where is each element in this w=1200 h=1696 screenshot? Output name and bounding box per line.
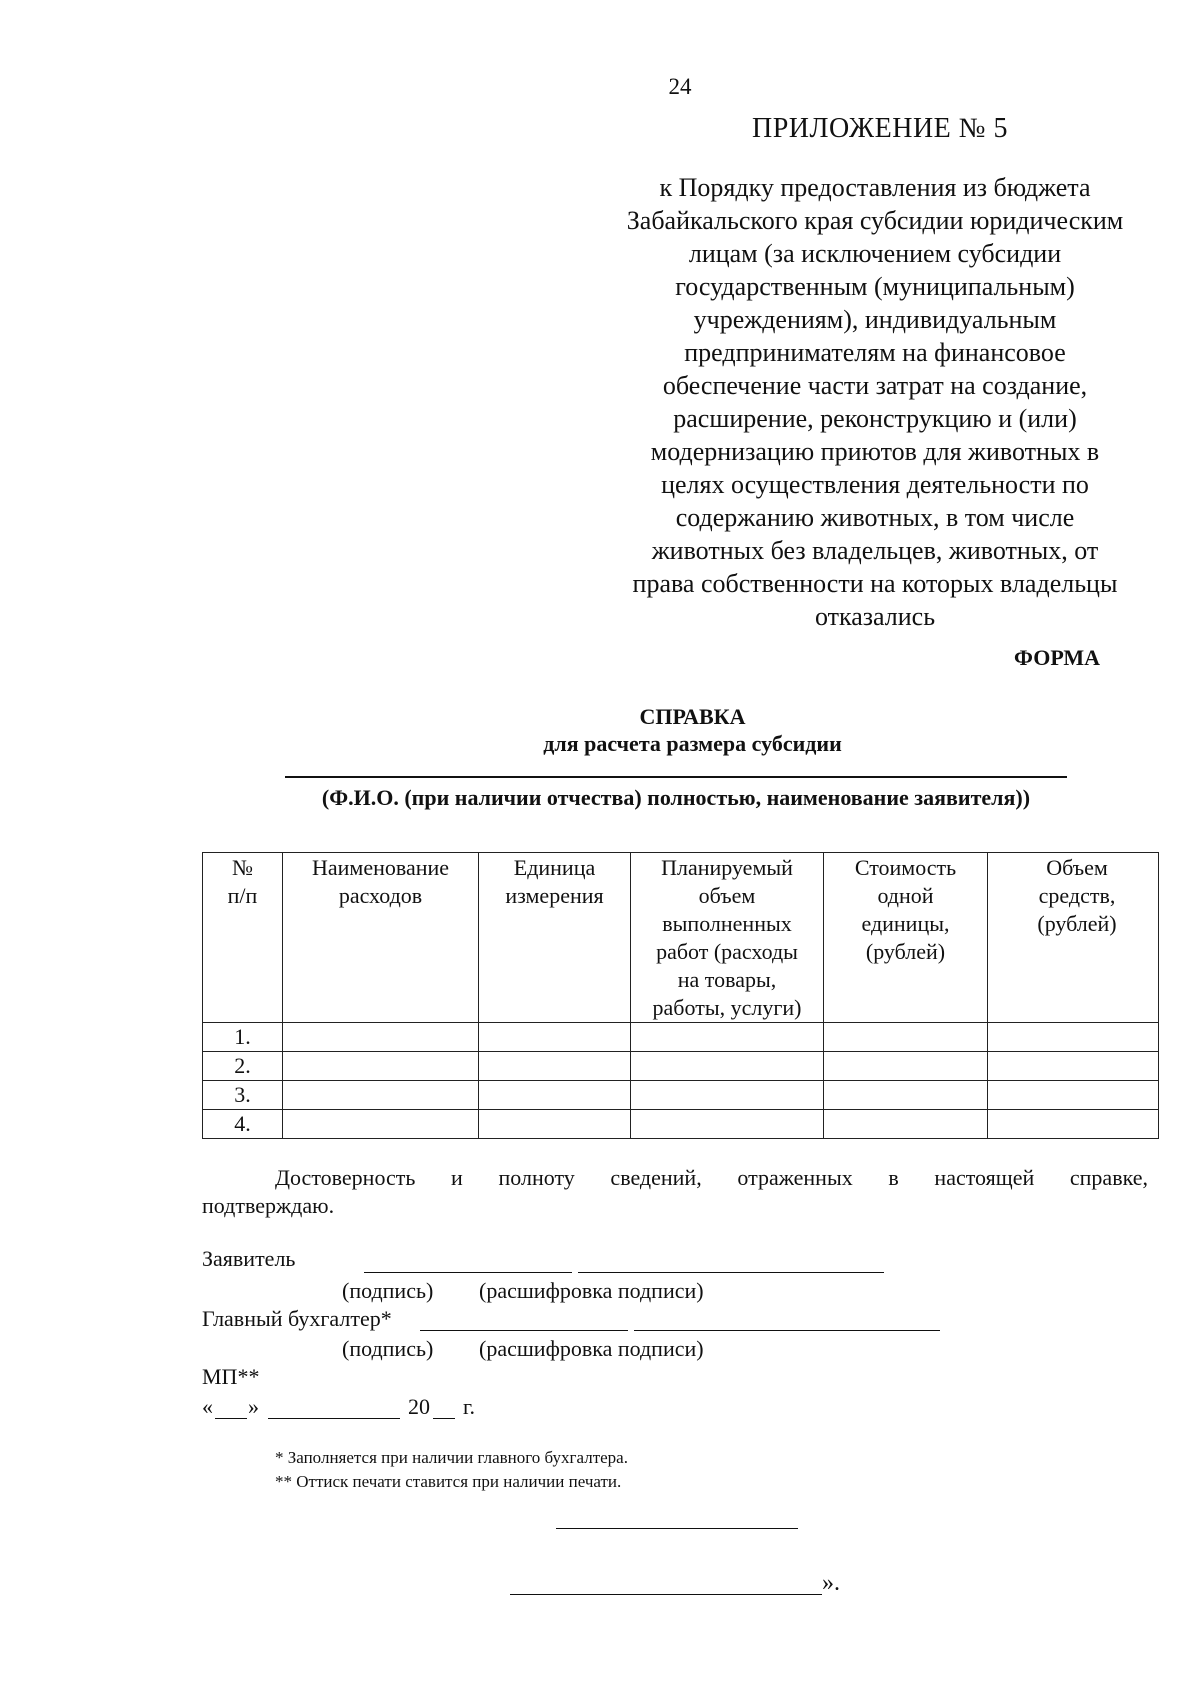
- table-cell[interactable]: [824, 1081, 988, 1110]
- applicant-decoding-line[interactable]: [578, 1272, 884, 1273]
- date-year-line[interactable]: [433, 1418, 455, 1419]
- table-row: [203, 1023, 1159, 1052]
- table-cell[interactable]: [988, 1052, 1159, 1081]
- annex-line: Забайкальского края субсидии юридическим: [626, 206, 1124, 235]
- date-close-quote: »: [248, 1394, 259, 1419]
- table-cell[interactable]: [283, 1023, 479, 1052]
- header-number: № п/п: [203, 853, 283, 1023]
- table-cell[interactable]: [824, 1052, 988, 1081]
- signature-caption: (подпись): [342, 1336, 434, 1361]
- applicant-caption: (Ф.И.О. (при наличии отчества) полностью, наименование заявителя)): [321, 785, 1031, 810]
- annex-line: государственным (муниципальным): [675, 272, 1075, 301]
- expenses-table: [202, 852, 1159, 1139]
- row-number: 3.: [203, 1081, 283, 1110]
- accountant-decoding-line[interactable]: [634, 1330, 940, 1331]
- annex-line: животных без владельцев, животных, от: [651, 536, 1099, 565]
- applicant-label: Заявитель: [202, 1246, 296, 1271]
- table-cell[interactable]: [631, 1052, 824, 1081]
- year-prefix: 20: [408, 1394, 430, 1419]
- closing-line: [510, 1594, 822, 1595]
- annex-line: к Порядку предоставления из бюджета: [659, 173, 1091, 202]
- confirmation-paragraph: [202, 1164, 1148, 1220]
- closing-mark: ».: [822, 1570, 840, 1596]
- table-row: [203, 1052, 1159, 1081]
- date-open-quote: «: [202, 1394, 213, 1419]
- confirmation-line: Достоверность и полноту сведений, отраженных в настоящей справке,: [275, 1165, 1148, 1190]
- applicant-name-line[interactable]: [285, 776, 1067, 778]
- row-number: 2.: [203, 1052, 283, 1081]
- confirmation-line: подтверждаю.: [202, 1193, 335, 1218]
- decoding-caption: (расшифровка подписи): [479, 1336, 704, 1361]
- date-day-line[interactable]: [215, 1418, 247, 1419]
- table-cell[interactable]: [631, 1110, 824, 1139]
- table-cell[interactable]: [631, 1081, 824, 1110]
- table-row: [203, 1081, 1159, 1110]
- header-unit-cost: Стоимость одной единицы, (рублей): [824, 853, 988, 1023]
- header-unit: Единица измерения: [479, 853, 631, 1023]
- annex-line: отказались: [814, 602, 936, 631]
- annex-line: обеспечение части затрат на создание,: [662, 371, 1088, 400]
- row-number: 4.: [203, 1110, 283, 1139]
- header-total-amount: Объем средств, (рублей): [988, 853, 1159, 1023]
- accountant-signature-line[interactable]: [420, 1330, 628, 1331]
- decoding-caption: (расшифровка подписи): [479, 1278, 704, 1303]
- header-planned-volume: Планируемый объем выполненных работ (расходы на товары, работы, услуги): [631, 853, 824, 1023]
- document-subtitle: для расчета размера субсидии: [543, 731, 842, 756]
- footnote: * Заполняется при наличии главного бухгалтера.: [275, 1448, 628, 1467]
- date-month-line[interactable]: [268, 1418, 400, 1419]
- chief-accountant-label: Главный бухгалтер*: [202, 1306, 392, 1331]
- table-cell[interactable]: [824, 1023, 988, 1052]
- table-cell[interactable]: [283, 1052, 479, 1081]
- annex-description: [590, 171, 1160, 633]
- table-cell[interactable]: [479, 1110, 631, 1139]
- table-header-row: [203, 853, 1159, 1023]
- page-number: 24: [668, 74, 692, 99]
- footnote: ** Оттиск печати ставится при наличии печати.: [275, 1472, 622, 1491]
- document-title: СПРАВКА: [639, 704, 746, 729]
- annex-line: предпринимателям на финансовое: [684, 338, 1066, 367]
- table-cell[interactable]: [479, 1023, 631, 1052]
- annex-line: права собственности на которых владельцы: [632, 569, 1118, 598]
- table-cell[interactable]: [824, 1110, 988, 1139]
- table-cell[interactable]: [631, 1023, 824, 1052]
- table-cell[interactable]: [988, 1081, 1159, 1110]
- row-number: 1.: [203, 1023, 283, 1052]
- applicant-signature-line[interactable]: [364, 1272, 572, 1273]
- table-cell[interactable]: [479, 1081, 631, 1110]
- annex-line: расширение, реконструкцию и (или): [673, 404, 1077, 433]
- annex-line: модернизацию приютов для животных в: [650, 437, 1100, 466]
- header-expense-name: Наименование расходов: [283, 853, 479, 1023]
- separator-line: [556, 1528, 798, 1529]
- table-row: [203, 1110, 1159, 1139]
- annex-line: учреждениям), индивидуальным: [693, 305, 1057, 334]
- table-cell[interactable]: [988, 1110, 1159, 1139]
- stamp-label: МП**: [202, 1364, 260, 1389]
- form-label: ФОРМА: [1014, 645, 1100, 670]
- annex-title: ПРИЛОЖЕНИЕ № 5: [752, 113, 1008, 144]
- annex-line: содержанию животных, в том числе: [675, 503, 1075, 532]
- table-cell[interactable]: [988, 1023, 1159, 1052]
- signature-caption: (подпись): [342, 1278, 434, 1303]
- annex-line: лицам (за исключением субсидии: [688, 239, 1062, 268]
- table-cell[interactable]: [479, 1052, 631, 1081]
- year-suffix: г.: [463, 1394, 476, 1419]
- annex-line: целях осуществления деятельности по: [661, 470, 1089, 499]
- table-cell[interactable]: [283, 1110, 479, 1139]
- table-cell[interactable]: [283, 1081, 479, 1110]
